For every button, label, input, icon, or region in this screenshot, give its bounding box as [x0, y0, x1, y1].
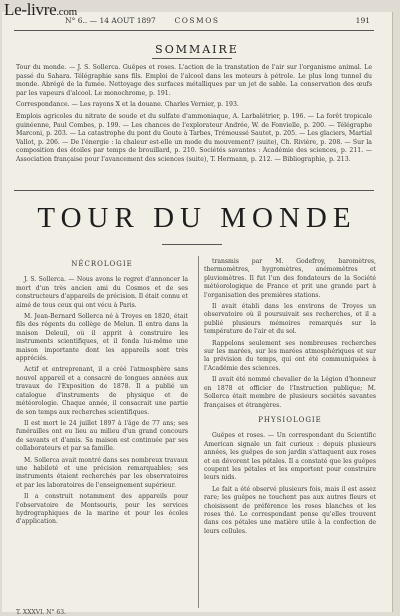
sommaire-bottom-rule: [14, 190, 374, 191]
column-paragraph: M. Sollerca avait montré dans ses nombreux travaux une habileté et une précision remarquables; ses instruments étaient recherchés par les observatoires et par les laboratoires de l'enseignement supérieur.: [16, 456, 188, 489]
sommaire-paragraph: Tour du monde. — J. S. Sollerca. Guêpes et roses. L'action de la transtation de l'air sur l'organisme animal. Le passé du Sahara. Télégraphie sans fils. Emploi de l'alcool dans les moteurs à pétrole. Le plus long tunnel du monde. Abrégé de la fumée. Nettoyage des surfaces métalliques par un jet de sable. La conservation des œufs par les vapeurs d'alcool. Le monochrome, p. 191.: [16, 64, 372, 97]
sommaire-paragraph: Correspondance. — Les rayons X et la douane. Charles Vernier, p. 193.: [16, 101, 239, 109]
sommaire-title: SOMMAIRE: [155, 43, 239, 56]
title-ornament-rule: [162, 244, 222, 245]
physiologie-heading: PHYSIOLOGIE: [258, 415, 322, 424]
column-divider: [198, 256, 199, 608]
printer-signature: T. XXXVI. N° 63.: [16, 609, 66, 616]
sommaire-body: [16, 64, 372, 168]
necrologie-heading: NÉCROLOGIE: [71, 260, 133, 268]
page-number: 191: [355, 16, 370, 25]
watermark-brand: Le-livre: [4, 0, 57, 19]
column-paragraph: Il avait été nommé chevalier de la Légion d'honneur en 1878 et officier de l'Instruction publique; M. Sollerca était membre de plusieurs sociétés savantes françaises et étrangères.: [204, 376, 376, 409]
column-paragraph: Actif et entreprenant, il a créé l'atmosphère sans nouvel appareil et a consacré de longues années aux travaux de l'Exposition de 1878. Il a publié un catalogue d'instruments de physique et de météorologie. Chaque année, il consacrait une partie de son temps aux recherches scientifiques.: [16, 366, 188, 416]
column-paragraph: M. Jean-Bernard Sollerca né à Troyes en 1820, était fils des régents du collège de Melun. Il entra dans la maison Deleuil, où il apprit à construire les instruments scientifiques, et il fonda lui-même une maison importante dont les appareils sont très appréciés.: [16, 313, 188, 363]
document-page: [2, 12, 393, 616]
journal-title: COSMOS: [174, 16, 220, 25]
column-paragraph: transmis par M. Godefroy, baromètres, thermomètres, hygromètres, anémomètres et pluviomètres. Il fut l'un des fondateurs de la Société météorologique de France et prit une grande part à l'organisation des premières stations.: [204, 258, 376, 299]
watermark-suffix: .com: [56, 6, 77, 18]
column-paragraph: J. S. Sollerca. — Nous avons le regret d'annoncer la mort d'un très ancien ami du Cosmos et de ses constructeurs d'appareils de précision. Il était connu et aimé de tous ceux qui ont vécu à Paris.: [16, 276, 188, 309]
sommaire-paragraph: Emplois agricoles du nitrate de soude et du sulfate d'ammoniaque, A. Larbalétrier, p. 196. — La forêt tropicale guinéenne, Paul Combes, p. 199. — Les chances de l'explorateur Andrée, W. de Fonvielle, p. 200. — Télégraphe Marconi, p. 203. — La catastrophe du pont du Goute à Tarbes, Trémoussé Sautet, p. 205. — Les glaciers, Martial Vallot, p. 206. — De l'énergie : la chaleur est-elle un mode du mouvement? (suite), Ch. Rivière, p. 208. — Sur la composition des étoiles par temps de brouillard, p. 210. Sociétés savantes : Académie des sciences, p. 211. — Association française pour l'avancement des sciences (suite), T. Hermann, p. 212. — Bibliographie, p. 213.: [16, 112, 372, 163]
column-paragraph: Il est mort le 24 juillet 1897 à l'âge de 77 ans; ses funérailles ont eu lieu au milieu d'un grand concours de savants et d'amis. Sa maison est continuée par ses collaborateurs et par sa famille.: [16, 419, 188, 453]
right-column: [204, 258, 376, 539]
sommaire-underline: [152, 58, 232, 59]
watermark-logo: [4, 0, 77, 20]
section-title: TOUR DU MONDE: [37, 202, 357, 234]
column-paragraph: Il a construit notamment des appareils pour l'observatoire de Montsouris, pour les services hydrographiques de la marine et pour les écoles d'application.: [16, 493, 188, 526]
left-column: [16, 258, 188, 530]
column-paragraph: Rappelons seulement ses nombreuses recherches sur les marées, sur les marées atmosphériques et sur la prévision du temps, qui ont été communiquées à l'Académie des sciences.: [204, 339, 376, 372]
issue-number: N° 6.. — 14 AOUT 1897: [65, 16, 156, 25]
header-rule: [14, 30, 374, 31]
column-paragraph: Il avait établi dans les environs de Troyes un observatoire où il poursuivait ses recherches, et il a publié plusieurs mémoires remarqués sur la température de l'air et du sol.: [204, 303, 376, 336]
column-paragraph: Le fait a été observé plusieurs fois, mais il est assez rare; les guêpes ne touchent pas aux autres fleurs et choisissent de préférence les roses blanches et les roses thé. Le correspondant pense qu'elles trouvent dans ces pétales une matière utile à la confection de leurs cellules.: [204, 485, 376, 535]
column-paragraph: Guêpes et roses. — Un correspondant du Scientific American signale un fait curieux : depuis plusieurs années, les guêpes de son jardin s'attaquent aux roses et en dévorent les pétales. Il a constaté que les guêpes coupent les pétales et les emportent pour construire leurs nids.: [204, 432, 376, 482]
